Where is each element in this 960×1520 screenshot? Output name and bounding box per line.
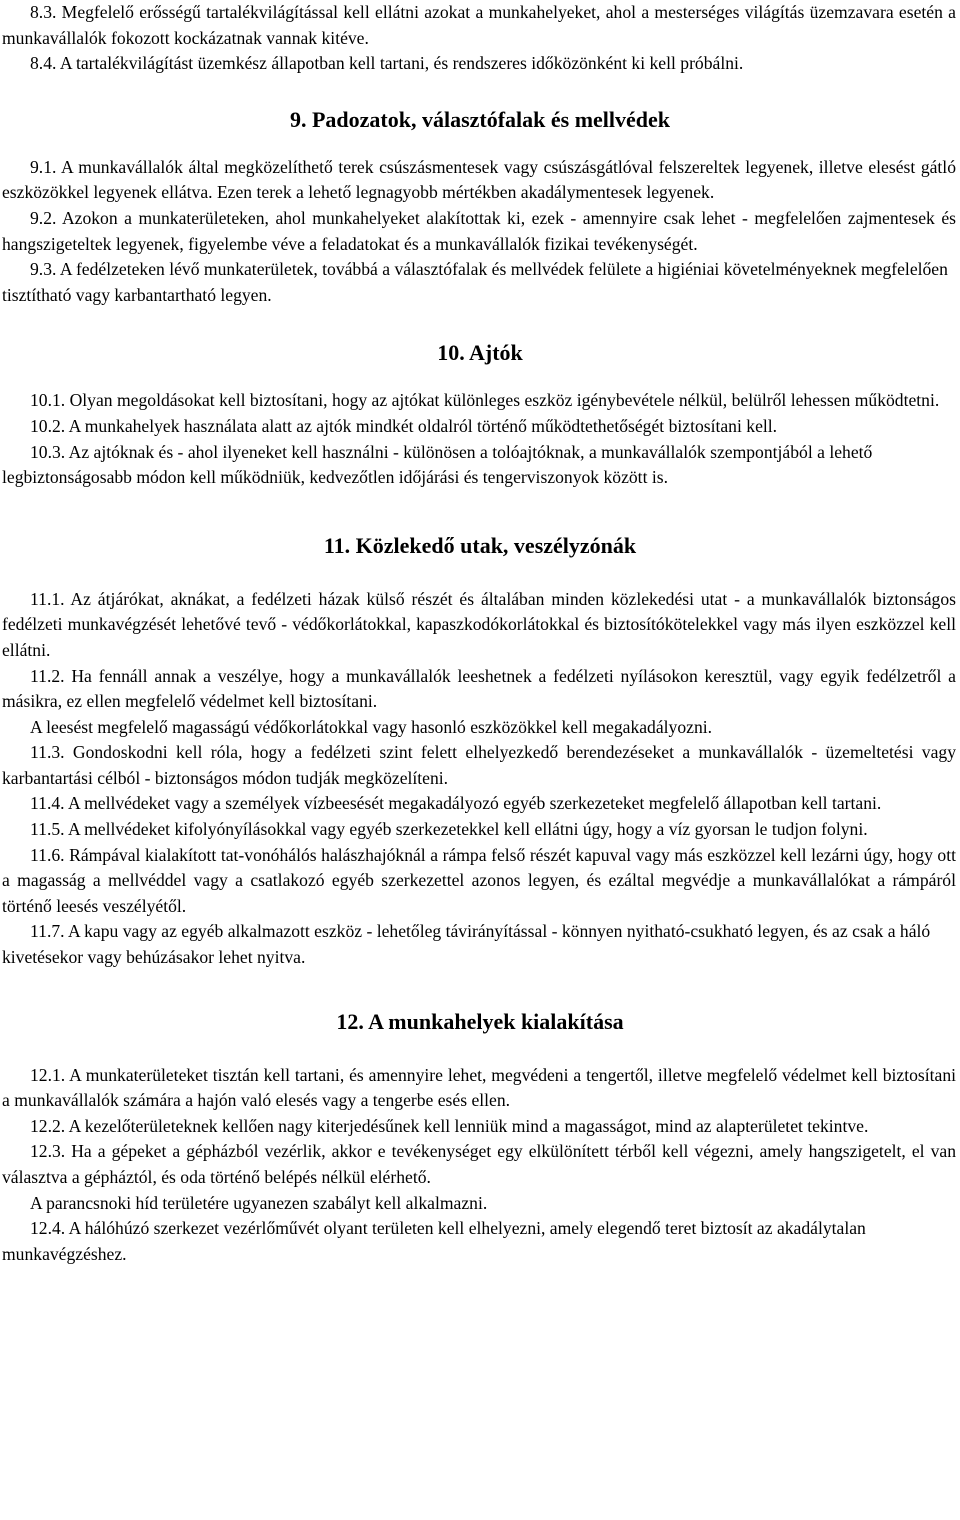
paragraph-11-2: 11.2. Ha fennáll annak a veszélye, hogy a munkavállalók leeshetnek a fedélzeti nyílásokon keresztül, vagy egyik fedélzetről a másikra, ez ellen megfelelő védelmet kell biztosítani. <box>2 665 956 712</box>
paragraph-8-3: 8.3. Megfelelő erősségű tartalékvilágítással kell ellátni azokat a munkahelyeket, ahol a mesterséges világítás üzemzavara esetén a munkavállalók fokozott kockázatnak vannak kitéve. <box>2 2 956 48</box>
paragraph-12-1: 12.1. A munkaterületeket tisztán kell tartani, és amennyire lehet, megvédeni a tengertől, illetve megfelelő védelmet kell biztosítani a munkavállalók számára a hajón való elesés vagy a tengerbe esés ellen. <box>2 1064 956 1111</box>
section-heading-9: 9. Padozatok, választófalak és mellvédek <box>289 106 671 132</box>
paragraph-11-5: 11.5. A mellvédeket kifolyónyílásokkal vagy egyéb szerkezetekkel kell ellátni úgy, hogy a víz gyorsan le tudjon folyni. <box>30 819 868 840</box>
paragraph-11-3: 11.3. Gondoskodni kell róla, hogy a fedélzeti szint felett elhelyezkedő berendezéseket a munkavállalók - üzemeltetési vagy karbantartási célból - biztonságos módon tudják megközelíteni. <box>2 742 956 788</box>
paragraph-11-6: 11.6. Rámpával kialakított tat-vonóhálós halászhajóknál a rámpa felső részét kapuval vagy más eszközzel kell lezárni úgy, hogy ott a magasság a mellvéddel vagy a csatlakozó egyéb szerkezettel azonos legyen, és ezáltal megvédje a munkavállalókat a rámpáról történő leesés veszélyétől. <box>2 844 956 916</box>
section-9 <box>0 105 960 309</box>
section-12 <box>0 1007 960 1268</box>
paragraph-9-3: 9.3. A fedélzeteken lévő munkaterületek, továbbá a választófalak és mellvédek felülete a higiéniai követelményeknek megfelelően tisztítható vagy karbantartható legyen. <box>2 259 948 305</box>
paragraph-11-4: 11.4. A mellvédeket vagy a személyek vízbeesését megakadályozó egyéb szerkezeteket megfelelő állapotban kell tartani. <box>30 793 882 814</box>
paragraph-8-4: 8.4. A tartalékvilágítást üzemkész állapotban kell tartani, és rendszeres időközönként ki kell próbálni. <box>30 53 744 74</box>
section-8-continued <box>0 0 960 77</box>
section-11 <box>0 531 960 971</box>
paragraph-11-7: 11.7. A kapu vagy az egyéb alkalmazott eszköz - lehetőleg távirányítással - könnyen nyitható-csukható legyen, és az csak a háló kivetésekor vagy behúzásakor lehet nyitva. <box>2 921 931 968</box>
section-10 <box>0 338 960 490</box>
paragraph-9-2: 9.2. Azokon a munkaterületeken, ahol munkahelyeket alakítottak ki, ezek - amennyire csak lehet - megfelelően zajmentesek és hangszigeteltek legyenek, figyelembe véve a feladatokat és a munkavállalók fizikai tevékenységét. <box>2 207 956 254</box>
paragraph-12-2: 12.2. A kezelőterületeknek kellően nagy kiterjedésűnek kell lenniük mind a magasságot, mind az alapterületet tekintve. <box>30 1115 869 1136</box>
section-heading-12: 12. A munkahelyek kialakítása <box>336 1008 624 1034</box>
paragraph-11-2-continued: A leesést megfelelő magasságú védőkorlátokkal vagy hasonló eszközökkel kell megakadályozni. <box>30 716 713 737</box>
paragraph-9-1: 9.1. A munkavállalók által megközelíthető terek csúszásmentesek vagy csúszásgátlóval felszereltek legyenek, illetve elesést gátló eszközökkel legyenek ellátva. Ezen terek a lehető legnagyobb mértékben akadálymentesek legyenek. <box>2 156 956 203</box>
section-heading-11: 11. Közlekedő utak, veszélyzónák <box>323 532 637 558</box>
paragraph-12-3: 12.3. Ha a gépeket a gépházból vezérlik, akkor e tevékenységet egy elkülönített térből kell végezni, amely hangszigetelt, el van választva a gépháztól, és oda történő belépés nélkül elérhető. <box>2 1141 956 1187</box>
paragraph-12-4: 12.4. A hálóhúzó szerkezet vezérlőművét olyant területen kell elhelyezni, amely elegendő teret biztosít az akadálytalan munkavégzéshez. <box>2 1218 866 1264</box>
paragraph-12-3-continued: A parancsnoki híd területére ugyanezen szabályt kell alkalmazni. <box>30 1192 488 1213</box>
paragraph-10-3: 10.3. Az ajtóknak és - ahol ilyeneket kell használni - különösen a tolóajtóknak, a munkavállalók szempontjából a lehető legbiztonságosabb módon kell működniük, kedvezőtlen időjárási és tengerviszonyok között is. <box>2 441 873 488</box>
paragraph-10-1: 10.1. Olyan megoldásokat kell biztosítani, hogy az ajtókat különleges eszköz igénybevétele nélkül, belülről lehessen működtetni. <box>30 390 940 411</box>
paragraph-10-2: 10.2. A munkahelyek használata alatt az ajtók mindkét oldalról történő működtethetőségét biztosítani kell. <box>30 415 778 436</box>
section-heading-10: 10. Ajtók <box>437 340 523 366</box>
paragraph-11-1: 11.1. Az átjárókat, aknákat, a fedélzeti házak külső részét és általában minden közlekedési utat - a munkavállalók biztonságos fedélzeti munkavégzését lehetővé tevő - védőkorlátokkal, kapaszkodókorlátokkal és biztosítókötelekkel vagy más ilyen eszközzel kell ellátni. <box>2 588 956 660</box>
